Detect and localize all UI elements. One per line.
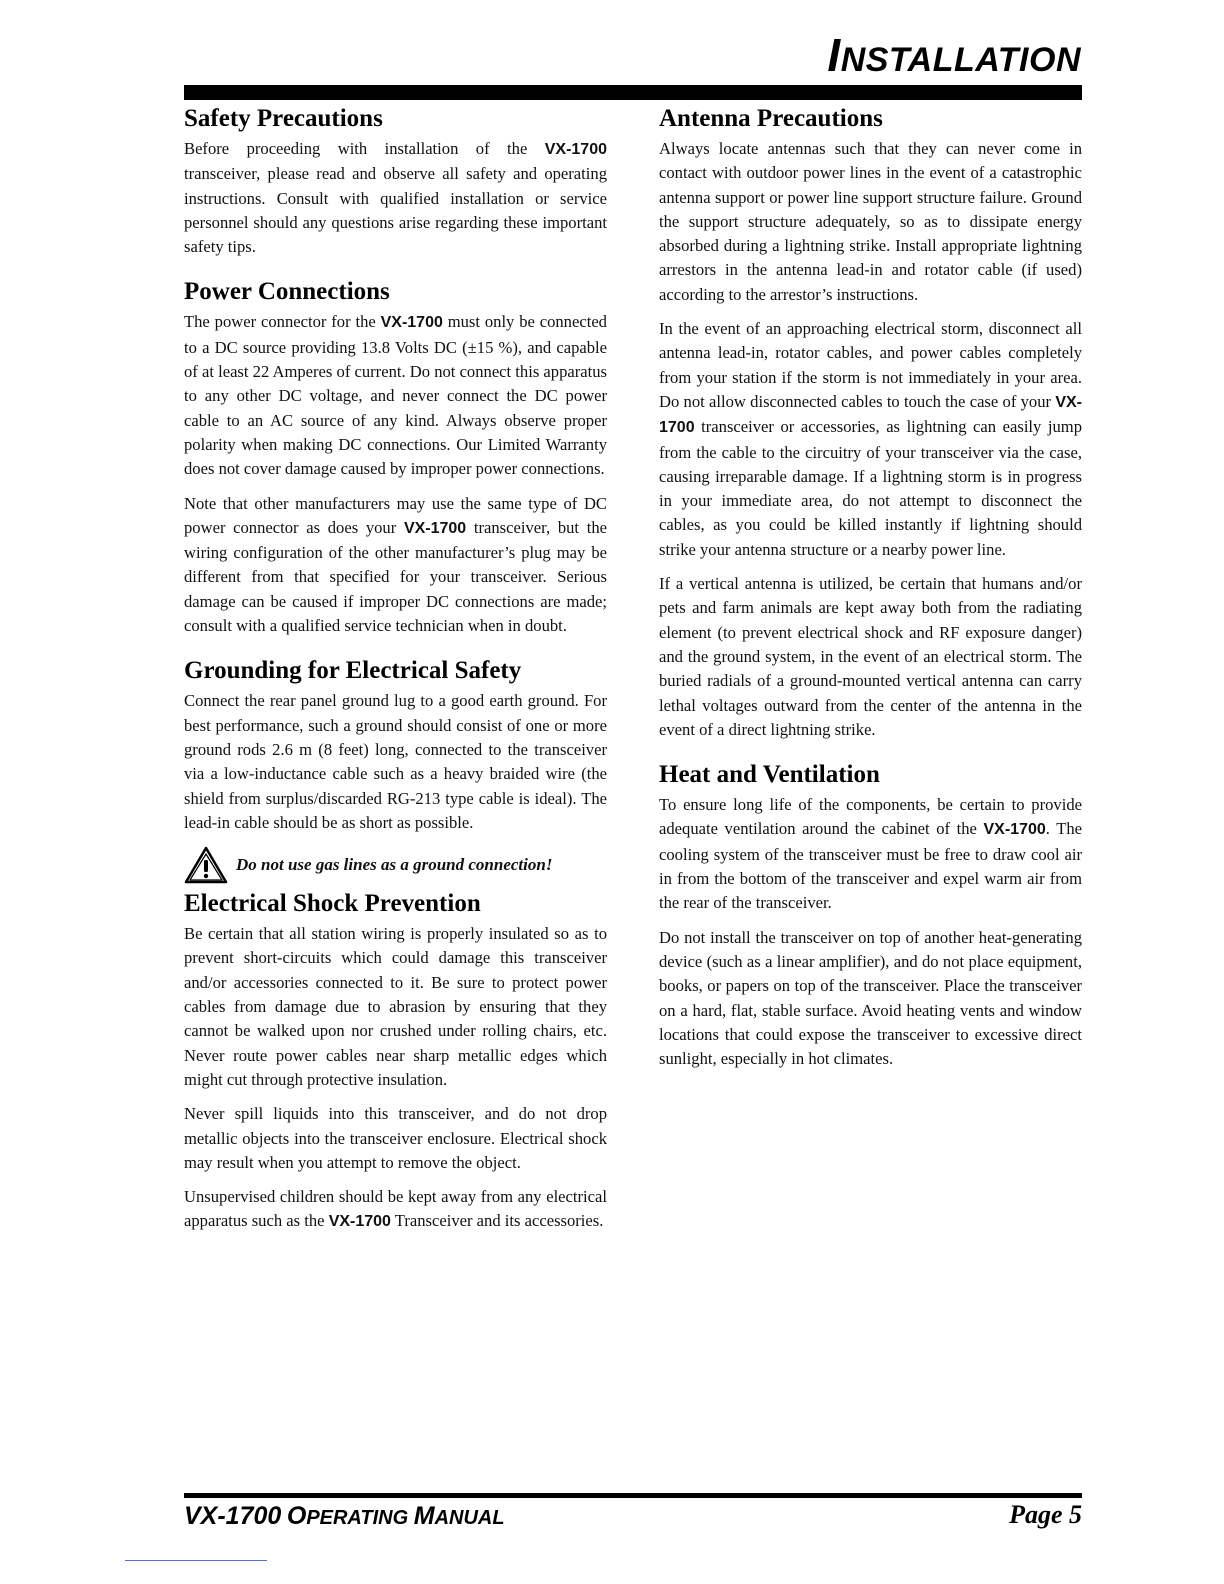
warning-triangle-icon — [184, 846, 228, 884]
corner-divider — [125, 1560, 267, 1561]
model-name: VX-1700 — [380, 314, 443, 332]
safety-paragraph: Before proceeding with installation of the VX-1700 transceiver, please read and observe all safety and operating instructions. Consult with qualified installation or service personnel should any questions arise regarding these important safety tips. — [184, 139, 607, 257]
gas-line-warning — [184, 845, 607, 885]
section-electrical-shock — [184, 889, 607, 1235]
antenna-paragraph-2: In the event of an approaching electrical storm, disconnect all antenna lead-in, rotator cables, and power cables completely from your station if the storm is not immediately in your area. Do not allow disconnected cables to touch the case of your VX-1700 transceiver or accessories, as lightning can easily jump from the cable to the circuitry of your transceiver via the case, causing irreparable damage. If a lightning storm is in progress in your immediate area, do not attempt to disconnect the cables, as you could be killed instantly if lightning should strike your antenna structure or a nearby power line. — [659, 319, 1082, 559]
heading-power-connections: Power Connections — [184, 278, 390, 306]
antenna-paragraph-1: Always locate antennas such that they can never come in contact with outdoor power lines in the event of a catastrophic antenna support or power line support structure failure. Ground the support structure adequately, so as to dissipate energy absorbed during a lightning strike. Install appropriate lightning arrestors in the antenna lead-in and rotator cable (if used) according to the arrestor’s instructions. — [659, 139, 1082, 304]
model-name: VX-1700 — [659, 393, 1082, 437]
heading-electrical-shock: Electrical Shock Prevention — [184, 890, 481, 918]
section-heat-ventilation — [659, 760, 1082, 1071]
model-name: VX-1700 — [403, 519, 467, 537]
power-paragraph-1: The power connector for the VX-1700 must only be connected to a DC source providing 13.8 Volts DC (±15 %), and capable of at least 22 Amperes of current. Do not connect this apparatus to any other DC voltage, and never connect the DC power cable to an AC source of any kind. Always observe proper polarity when making DC connections. Our Limited Warranty does not cover damage caused by improper power connections. — [184, 312, 608, 479]
page-number: Page 5 — [1009, 1500, 1082, 1529]
shock-paragraph-1: Be certain that all station wiring is properly insulated so as to prevent short-circuits which could damage this transceiver and/or accessories connected to it. Be sure to protect power cables from damage due to abrasion by ensuring that they cannot be walked upon nor crushed under rolling chairs, etc. Never route power cables near sharp metallic edges which might cut through protective insulation. — [184, 924, 607, 1089]
page-section-title: INSTALLATION — [827, 29, 1081, 81]
model-name: VX-1700 — [328, 1213, 391, 1231]
power-paragraph-2: Note that other manufacturers may use the same type of DC power connector as does your VX-1700 transceiver, but the wiring configuration of the other manufacturer’s plug may be different from that specified for your transceiver. Serious damage can be caused if improper DC connections are made; consult with a qualified service technician when in doubt. — [184, 493, 607, 636]
model-name: VX-1700 — [983, 821, 1046, 839]
footer-rule — [184, 1493, 1082, 1498]
right-column — [659, 104, 1082, 1081]
antenna-paragraph-3: If a vertical antenna is utilized, be certain that humans and/or pets and farm animals are kept away both from the radiating element (to prevent electrical shock and RF exposure danger) and the ground system, in the event of an electrical storm. The buried radials of a ground-mounted vertical antenna can carry lethal voltages outward from the center of the antenna in the event of a direct lightning strike. — [659, 574, 1082, 739]
footer-manual-title: VX-1700 OPERATING MANUAL — [184, 1502, 505, 1530]
warning-text: Do not use gas lines as a ground connection! — [236, 855, 553, 875]
shock-paragraph-2: Never spill liquids into this transceiver, and do not drop metallic objects into the transceiver enclosure. Electrical shock may result when you attempt to remove the object. — [184, 1104, 607, 1172]
header-rule — [184, 85, 1082, 100]
model-name: VX-1700 — [544, 141, 607, 158]
section-grounding — [184, 656, 607, 885]
section-power-connections — [184, 277, 607, 638]
heading-grounding: Grounding for Electrical Safety — [184, 657, 522, 685]
heat-paragraph-2: Do not install the transceiver on top of another heat-generating device (such as a linear amplifier), and do not place equipment, books, or papers on top of the transceiver. Place the transceiver on a hard, flat, stable surface. Avoid heating vents and window locations that could expose the transceiver to excessive direct sunlight, especially in hot climates. — [659, 927, 1082, 1069]
grounding-paragraph: Connect the rear panel ground lug to a good earth ground. For best performance, such a ground should consist of one or more ground rods 2.6 m (8 feet) long, connected to the transceiver via a low-inductance cable such as a heavy braided wire (the shield from surplus/discarded RG-213 type cable is ideal). The lead-in cable should be as short as possible. — [184, 691, 607, 832]
heading-heat-ventilation: Heat and Ventilation — [659, 761, 880, 789]
heading-antenna-precautions: Antenna Precautions — [659, 105, 883, 132]
heading-safety-precautions: Safety Precautions — [184, 105, 383, 132]
heat-paragraph-1: To ensure long life of the components, be certain to provide adequate ventilation around the cabinet of the VX-1700. The cooling system of the transceiver must be free to draw cool air in from the bottom of the transceiver and expel warm air from the rear of the transceiver. — [659, 795, 1082, 913]
left-column — [184, 104, 607, 1245]
section-safety-precautions — [184, 104, 607, 259]
shock-paragraph-3: Unsupervised children should be kept away from any electrical apparatus such as the VX-1700 Transceiver and its accessories. — [184, 1187, 607, 1231]
section-antenna-precautions — [659, 104, 1082, 742]
